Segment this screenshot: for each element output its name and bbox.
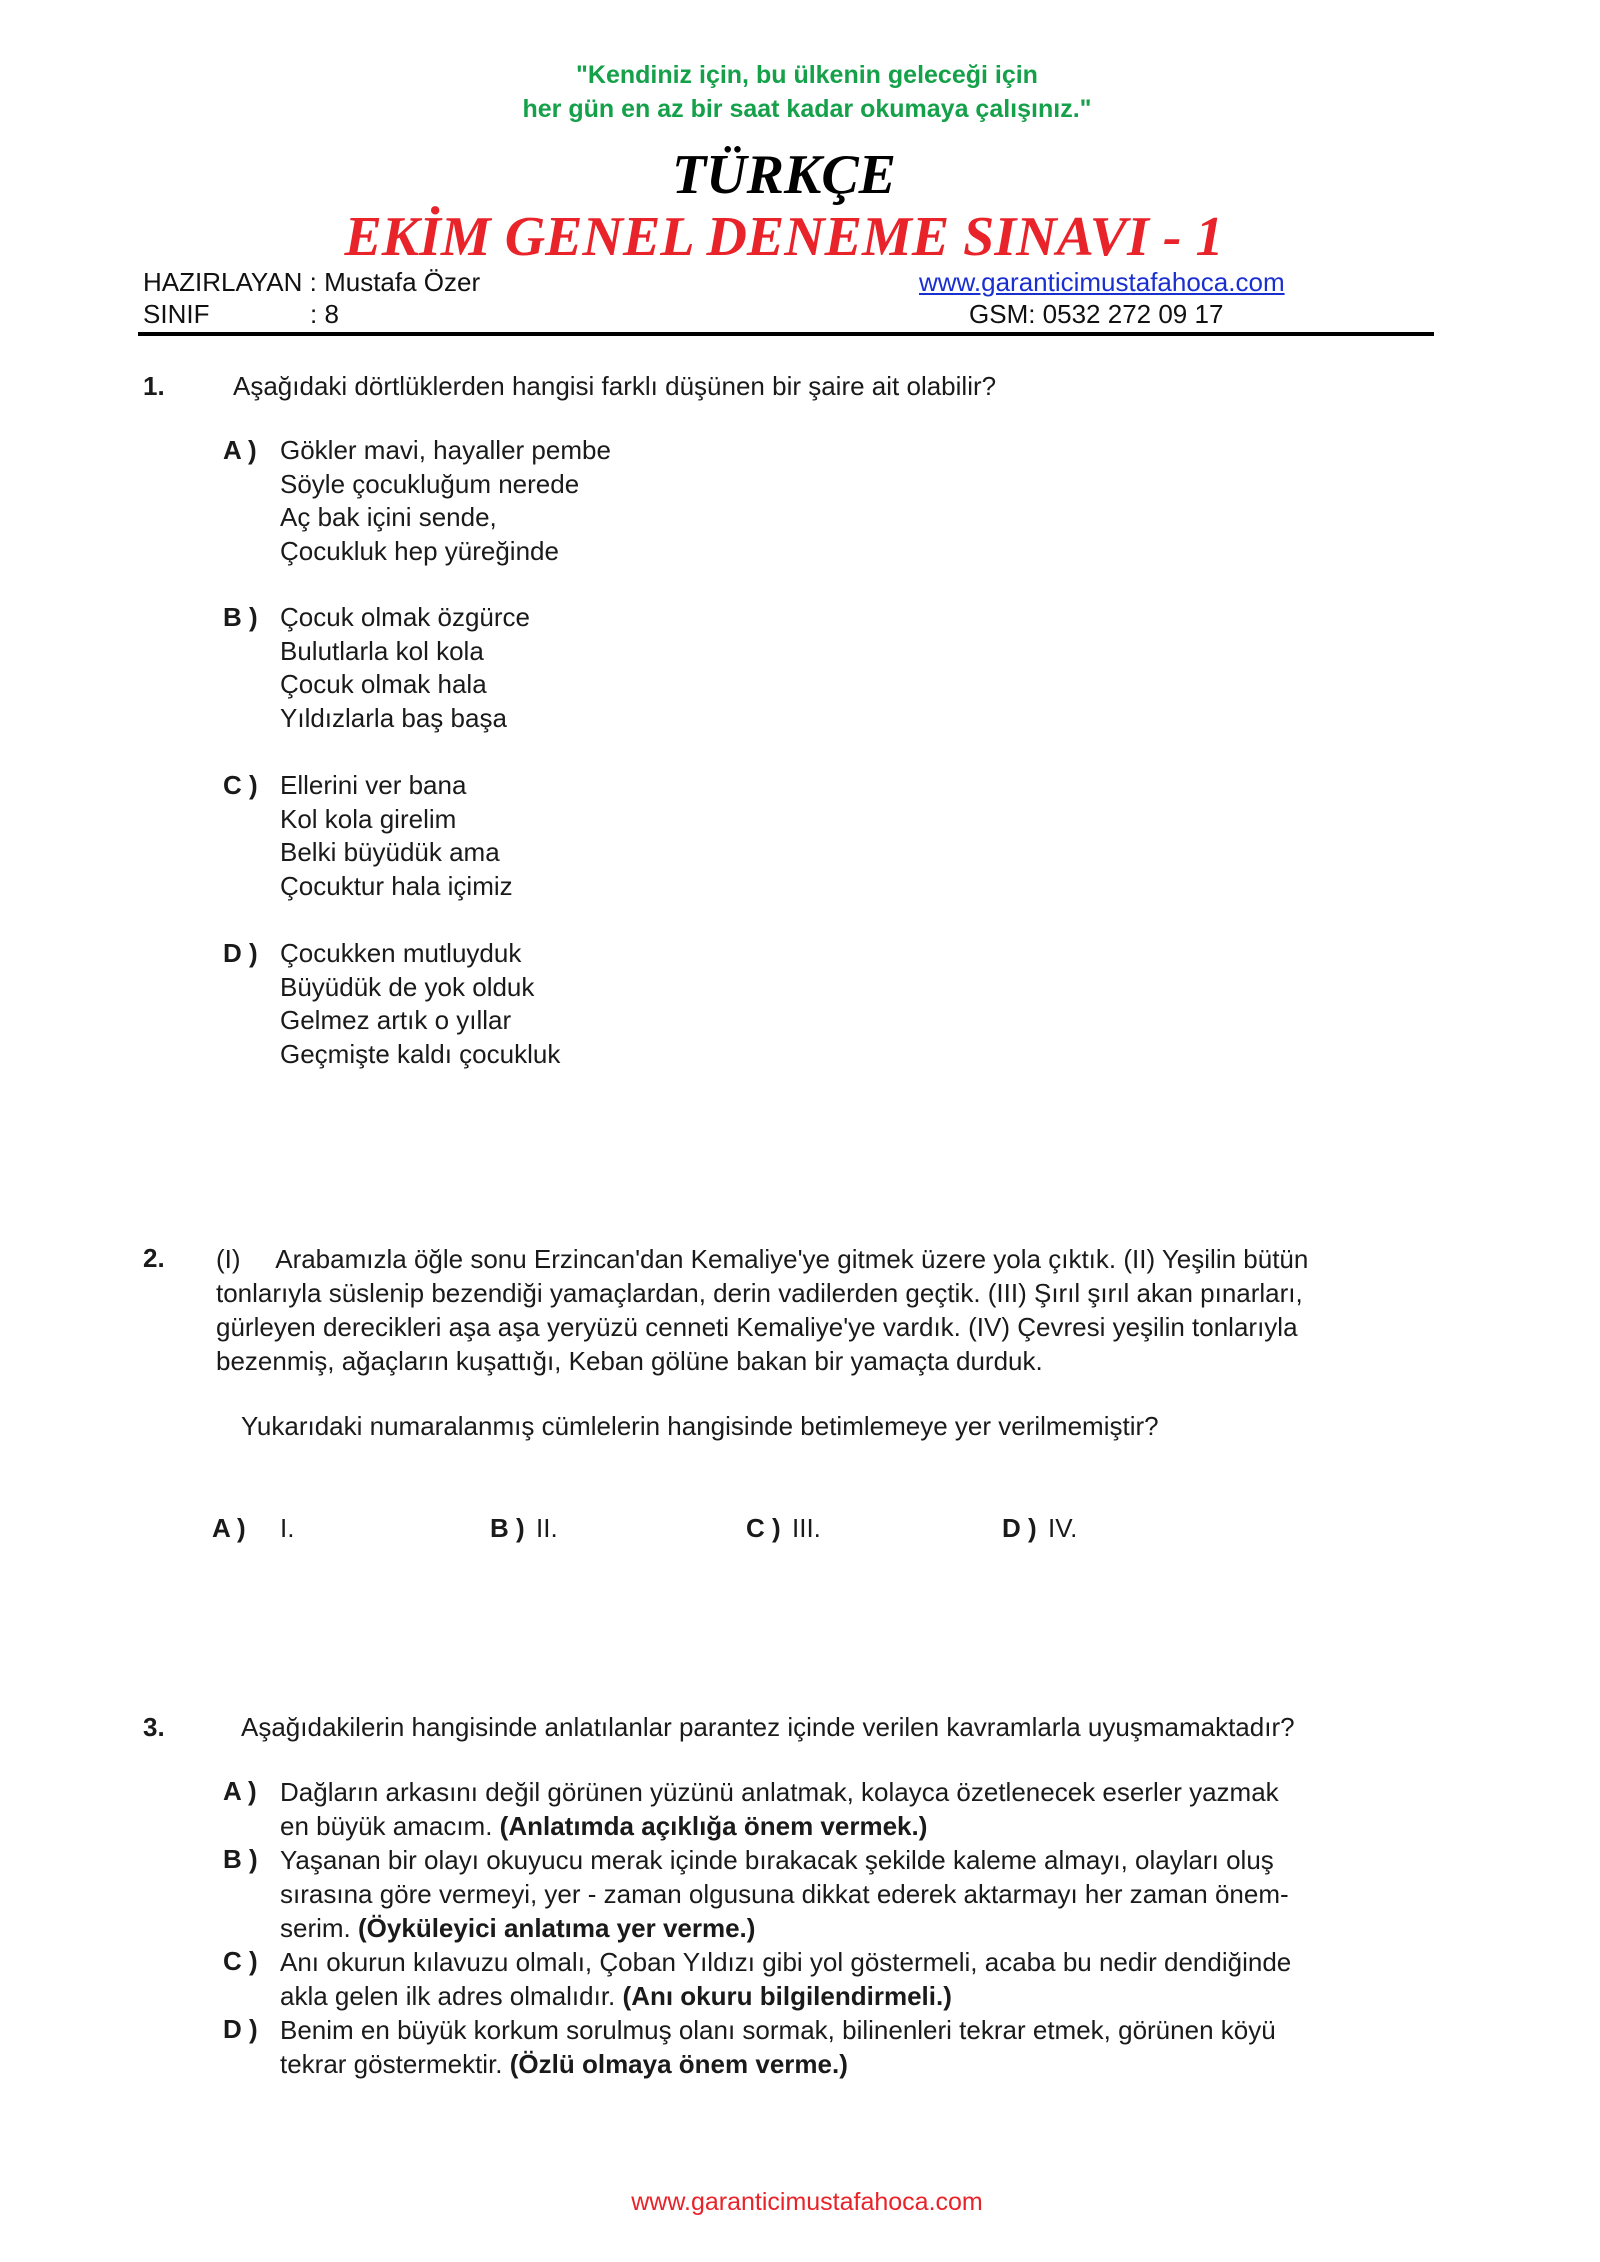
- q1-option-c-line: Kol kola girelim: [280, 803, 457, 834]
- q2-option-a[interactable]: [212, 1511, 294, 1545]
- q3-option-c-text: akla gelen ilk adres olmalıdır.: [280, 1981, 616, 2011]
- q3-option-a-letter: A ): [223, 1776, 257, 1806]
- q3-option-a-text: en büyük amacım.: [280, 1811, 493, 1841]
- q3-option-c-line-last: [280, 1979, 1440, 2013]
- passage-line: gürleyen derecikleri aşa aşa yeryüzü cenneti Kemaliye'ye vardık. (IV) Çevresi yeşilin tonlarıyla: [216, 1312, 1298, 1342]
- q1-option-d-line: Büyüdük de yok olduk: [280, 971, 535, 1002]
- q1-option-b[interactable]: [280, 601, 530, 735]
- passage-line: bezenmiş, ağaçların kuşattığı, Keban gölüne bakan bir yamaçta durduk.: [216, 1346, 1043, 1376]
- q1-option-b-letter: B ): [223, 602, 258, 632]
- motto-line-2: her gün en az bir saat kadar okumaya çalışınız.": [522, 95, 1092, 123]
- q3-option-b-line: sırasına göre vermeyi, yer - zaman olgusuna dikkat ederek aktarmayı her zaman önem-: [280, 1879, 1289, 1909]
- exam-title: EKİM GENEL DENEME SINAVI - 1: [344, 206, 1224, 268]
- q3-option-d-text: tekrar göstermektir.: [280, 2049, 503, 2079]
- q1-option-c-line: Ellerini ver bana: [280, 770, 467, 800]
- q3-option-a-concept: (Anlatımda açıklığa önem vermek.): [499, 1811, 928, 1841]
- footer-website[interactable]: www.garanticimustafahoca.com: [631, 2188, 983, 2216]
- question-2-text: Yukarıdaki numaralanmış cümlelerin hangisinde betimlemeye yer verilmemiştir?: [241, 1411, 1159, 1441]
- q2-option-a-value: I.: [280, 1513, 295, 1543]
- q1-option-b-line: Bulutlarla kol kola: [280, 635, 484, 666]
- question-1-number: 1.: [143, 371, 165, 401]
- q2-option-c-letter: C ): [746, 1513, 781, 1543]
- q1-option-d-line: Çocukken mutluyduk: [280, 938, 522, 968]
- q1-option-a-letter: A ): [223, 435, 257, 465]
- q2-option-d[interactable]: [1002, 1511, 1077, 1545]
- question-2-passage: [216, 1242, 1416, 1378]
- q1-option-a-line: Söyle çocukluğum nerede: [280, 468, 580, 499]
- q2-option-c-value: III.: [792, 1513, 821, 1543]
- header-divider: [138, 332, 1434, 336]
- phone-number: GSM: 0532 272 09 17: [969, 299, 1224, 329]
- q1-option-a[interactable]: [280, 434, 611, 568]
- q3-option-d[interactable]: [280, 2013, 1440, 2081]
- q3-option-d-line: Benim en büyük korkum sorulmuş olanı sormak, bilinenleri tekrar etmek, görünen köyü: [280, 2015, 1276, 2045]
- q3-option-a[interactable]: [280, 1775, 1440, 1843]
- q1-option-c-letter: C ): [223, 770, 258, 800]
- q1-option-b-line: Çocuk olmak özgürce: [280, 602, 530, 632]
- class-label: SINIF: [143, 299, 210, 329]
- subject-title: TÜRKÇE: [671, 144, 897, 206]
- q2-option-d-value: IV.: [1048, 1513, 1078, 1543]
- question-2-number: 2.: [143, 1243, 165, 1273]
- q2-option-b-value: II.: [536, 1513, 558, 1543]
- class-value: : 8: [310, 299, 339, 329]
- question-3-number: 3.: [143, 1712, 165, 1742]
- q2-option-a-letter: A ): [212, 1513, 246, 1543]
- q1-option-a-line: Gökler mavi, hayaller pembe: [280, 435, 611, 465]
- q2-option-b-letter: B ): [490, 1513, 525, 1543]
- q3-option-d-concept: (Özlü olmaya önem verme.): [509, 2049, 848, 2079]
- q1-option-a-line: Aç bak içini sende,: [280, 502, 497, 532]
- q3-option-a-line-last: [280, 1809, 1440, 1843]
- question-1-text: Aşağıdaki dörtlüklerden hangisi farklı düşünen bir şaire ait olabilir?: [233, 371, 997, 401]
- prepared-by: HAZIRLAYAN : Mustafa Özer: [143, 267, 481, 297]
- question-3-text: Aşağıdakilerin hangisinde anlatılanlar parantez içinde verilen kavramlarla uyuşmamaktadır?: [241, 1712, 1295, 1742]
- q3-option-c-concept: (Anı okuru bilgilendirmeli.): [622, 1981, 952, 2011]
- website-link[interactable]: www.garanticimustafahoca.com: [919, 267, 1285, 297]
- q1-option-d-line: Gelmez artık o yıllar: [280, 1005, 512, 1035]
- q3-option-b[interactable]: [280, 1843, 1440, 1945]
- q1-option-d[interactable]: [280, 937, 560, 1071]
- q3-option-b-letter: B ): [223, 1844, 258, 1874]
- q3-option-d-letter: D ): [223, 2014, 258, 2044]
- q1-option-d-line: Geçmişte kaldı çocukluk: [280, 1038, 561, 1069]
- q3-option-c[interactable]: [280, 1945, 1440, 2013]
- q3-option-b-line-last: [280, 1911, 1440, 1945]
- passage-line: (I) Arabamızla öğle sonu Erzincan'dan Kemaliye'ye gitmek üzere yola çıktık. (II) Yeşilin bütün: [216, 1244, 1309, 1274]
- q2-option-c[interactable]: [746, 1511, 821, 1545]
- q1-option-c-line: Belki büyüdük ama: [280, 837, 500, 867]
- q1-option-a-line: Çocukluk hep yüreğinde: [280, 535, 559, 566]
- q1-option-c-line: Çocuktur hala içimiz: [280, 870, 513, 901]
- q3-option-b-text: serim.: [280, 1913, 351, 1943]
- q3-option-b-line: Yaşanan bir olayı okuyucu merak içinde bırakacak şekilde kaleme almayı, olayları oluş: [280, 1845, 1274, 1875]
- q3-option-b-concept: (Öyküleyici anlatıma yer verme.): [358, 1913, 756, 1943]
- passage-line: tonlarıyla süslenip bezendiği yamaçlardan, derin vadilerden geçtik. (III) Şırıl şırıl akan pınarları,: [216, 1278, 1303, 1308]
- q1-option-b-line: Yıldızlarla baş başa: [280, 702, 507, 733]
- q1-option-d-letter: D ): [223, 938, 258, 968]
- q1-option-c[interactable]: [280, 769, 513, 903]
- q2-option-d-letter: D ): [1002, 1513, 1037, 1543]
- q2-option-b[interactable]: [490, 1511, 558, 1545]
- q3-option-c-letter: C ): [223, 1946, 258, 1976]
- q3-option-a-line: Dağların arkasını değil görünen yüzünü anlatmak, kolayca özetlenecek eserler yazmak: [280, 1777, 1279, 1807]
- q1-option-b-line: Çocuk olmak hala: [280, 669, 487, 699]
- motto-line-1: "Kendiniz için, bu ülkenin geleceği için: [576, 61, 1038, 89]
- q3-option-d-line-last: [280, 2047, 1440, 2081]
- q3-option-c-line: Anı okurun kılavuzu olmalı, Çoban Yıldızı gibi yol göstermeli, acaba bu nedir dendiğinde: [280, 1947, 1292, 1977]
